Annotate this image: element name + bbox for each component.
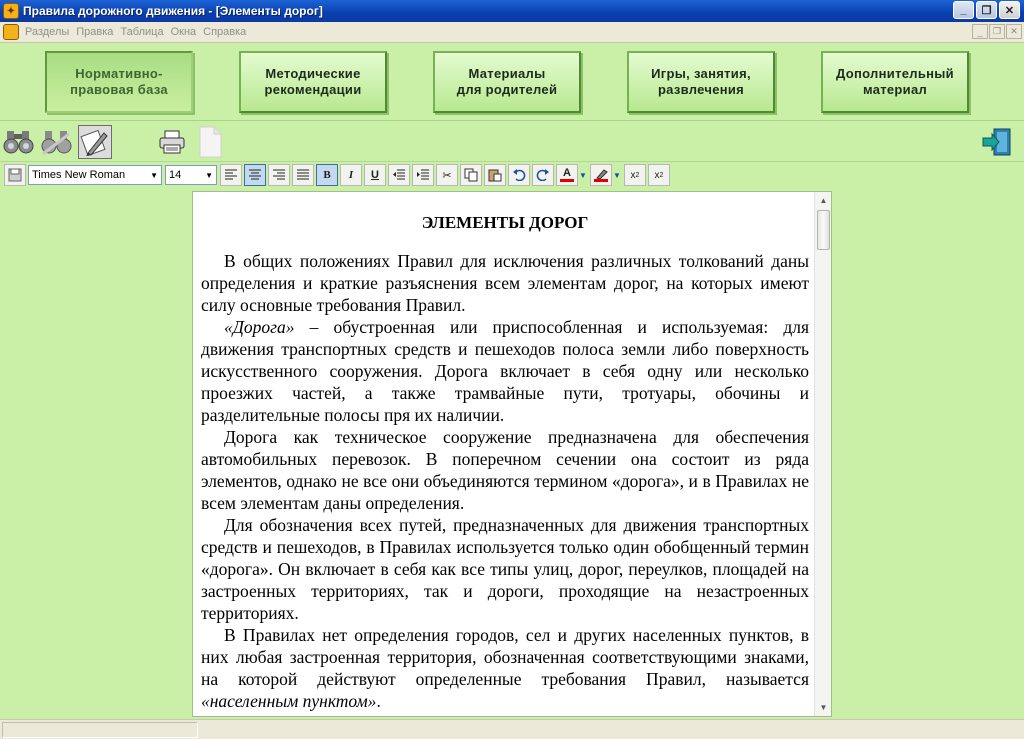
restore-button[interactable]: ❐ bbox=[976, 1, 997, 19]
font-size-value: 14 bbox=[169, 169, 182, 181]
menu-help[interactable]: Справка bbox=[203, 26, 247, 38]
nav-games-line1: Игры, занятия, bbox=[651, 66, 751, 81]
paragraph-general: В общих положениях Правил для исключения различных толкований даны определения и краткие разъяснения всем элементам дорог, на которых имеют силу основные требования Правил. bbox=[201, 251, 809, 315]
term-road: «Дорога» bbox=[224, 317, 295, 337]
paragraph-road-definition bbox=[201, 316, 809, 426]
text-color-dropdown[interactable]: ▼ bbox=[579, 170, 587, 180]
align-right-icon[interactable] bbox=[268, 164, 290, 186]
window-title: Правила дорожного движения - [Элементы дорог] bbox=[23, 4, 323, 18]
find-replace-icon[interactable] bbox=[40, 125, 74, 159]
menu-windows[interactable]: Окна bbox=[170, 26, 197, 38]
paragraph-road-structure: Дорога как техническое сооружение предназначена для обеспечения автомобильных перевозок. В поперечном сечении она состоит из ряда элементов, однако не все они объединяются термином «дорога», и в Правилах не всем элементам даны определения. bbox=[201, 427, 809, 513]
subscript-icon[interactable]: x 2 bbox=[624, 164, 646, 186]
highlight-color-dropdown[interactable]: ▼ bbox=[613, 170, 621, 180]
font-family-value: Times New Roman bbox=[32, 169, 126, 181]
menu-sections[interactable]: Разделы bbox=[25, 26, 70, 38]
nav-methodical-line1: Методические bbox=[265, 66, 361, 81]
italic-icon[interactable]: I bbox=[340, 164, 362, 186]
menu-bar bbox=[0, 22, 1024, 43]
indent-icon[interactable] bbox=[412, 164, 434, 186]
nav-additional-button[interactable] bbox=[821, 51, 969, 113]
binoculars-icon[interactable] bbox=[2, 125, 36, 159]
scroll-thumb[interactable] bbox=[817, 210, 830, 250]
nav-games-button[interactable] bbox=[627, 51, 775, 113]
copy-icon[interactable] bbox=[460, 164, 482, 186]
document-content bbox=[201, 212, 809, 712]
nav-legal-base-line2: правовая база bbox=[70, 82, 168, 97]
format-toolbar bbox=[0, 162, 1024, 188]
mdi-close-button[interactable]: ✕ bbox=[1006, 24, 1022, 39]
menu-edit[interactable]: Правка bbox=[76, 26, 114, 38]
superscript-icon[interactable]: x 2 bbox=[648, 164, 670, 186]
chevron-down-icon: ▼ bbox=[150, 170, 158, 180]
status-bar bbox=[0, 719, 1024, 739]
nav-parents-line2: для родителей bbox=[456, 82, 558, 97]
save-icon[interactable] bbox=[4, 164, 26, 186]
nav-parents-line1: Материалы bbox=[468, 66, 546, 81]
app-logo-icon[interactable]: ✦ bbox=[3, 3, 19, 19]
title-bar bbox=[0, 0, 1024, 22]
document-area[interactable] bbox=[192, 191, 832, 717]
document-menu-icon[interactable] bbox=[3, 24, 19, 40]
window-controls bbox=[953, 1, 1020, 19]
text-color-icon[interactable]: A bbox=[556, 164, 578, 186]
paste-icon[interactable] bbox=[484, 164, 506, 186]
minimize-button[interactable]: _ bbox=[953, 1, 974, 19]
outdent-icon[interactable] bbox=[388, 164, 410, 186]
scroll-up-icon[interactable]: ▲ bbox=[819, 196, 828, 205]
underline-icon[interactable]: U bbox=[364, 164, 386, 186]
document-title: ЭЛЕМЕНТЫ ДОРОГ bbox=[421, 213, 589, 232]
font-size-select[interactable] bbox=[165, 165, 217, 185]
font-family-select[interactable] bbox=[28, 165, 162, 185]
nav-methodical-line2: рекомендации bbox=[264, 82, 362, 97]
nav-parents-button[interactable] bbox=[433, 51, 581, 113]
mdi-restore-button[interactable]: ❐ bbox=[989, 24, 1005, 39]
menu-table[interactable]: Таблица bbox=[120, 26, 164, 38]
new-page-icon[interactable] bbox=[193, 125, 227, 159]
term-settlement: «населенным пунктом» bbox=[201, 691, 377, 711]
settlement-end: . bbox=[376, 691, 381, 711]
nav-additional-line1: Дополнительный bbox=[836, 66, 954, 81]
close-button[interactable]: ✕ bbox=[999, 1, 1020, 19]
chevron-down-icon: ▼ bbox=[205, 170, 213, 180]
scroll-down-icon[interactable]: ▼ bbox=[819, 703, 828, 712]
exit-icon[interactable] bbox=[980, 125, 1014, 159]
settlement-text: В Правилах нет определения городов, сел и других населенных пунктов, в них любая застроенная территория, обозначенная соответствующими знаками, на которой действуют определенные требования Правил, называется bbox=[201, 625, 809, 689]
print-icon[interactable] bbox=[155, 125, 189, 159]
paragraph-road-term: Для обозначения всех путей, предназначенных для движения транспортных средств и пешеходов, в Правилах используется только один обобщенный термин «дорога». Он включает в себя как все типы улиц, дорог, переулков, площадей на застроенных территориях, так и дороги, проходящие на незастроенных территориях. bbox=[201, 515, 809, 623]
nav-legal-base-line1: Нормативно- bbox=[75, 66, 163, 81]
nav-methodical-button[interactable] bbox=[239, 51, 387, 113]
undo-icon[interactable] bbox=[508, 164, 530, 186]
nav-legal-base-button[interactable] bbox=[45, 51, 193, 113]
status-cell bbox=[2, 722, 198, 738]
highlight-color-icon[interactable] bbox=[590, 164, 612, 186]
mdi-controls bbox=[972, 24, 1022, 39]
paragraph-settlement bbox=[201, 624, 809, 712]
section-nav bbox=[0, 43, 1024, 121]
road-definition-text: – обустроенная или приспособленная и используемая: для движения транспортных средств и пешеходов полоса земли либо поверхность искусственного сооружения. Дорога включает в себя одну или несколько проезжих частей, а также трамвайные пути, тротуары, обочины и разделительные полосы пря их наличии. bbox=[201, 317, 809, 425]
redo-icon[interactable] bbox=[532, 164, 554, 186]
bold-icon[interactable]: B bbox=[316, 164, 338, 186]
tool-row bbox=[0, 122, 1024, 162]
align-justify-icon[interactable] bbox=[292, 164, 314, 186]
align-center-icon[interactable] bbox=[244, 164, 266, 186]
nav-additional-line2: материал bbox=[862, 82, 928, 97]
align-left-icon[interactable] bbox=[220, 164, 242, 186]
nav-games-line2: развлечения bbox=[657, 82, 745, 97]
cut-icon[interactable]: ✂ bbox=[436, 164, 458, 186]
vertical-scrollbar[interactable] bbox=[814, 192, 831, 716]
edit-pencil-icon[interactable] bbox=[78, 125, 112, 159]
mdi-minimize-button[interactable]: _ bbox=[972, 24, 988, 39]
